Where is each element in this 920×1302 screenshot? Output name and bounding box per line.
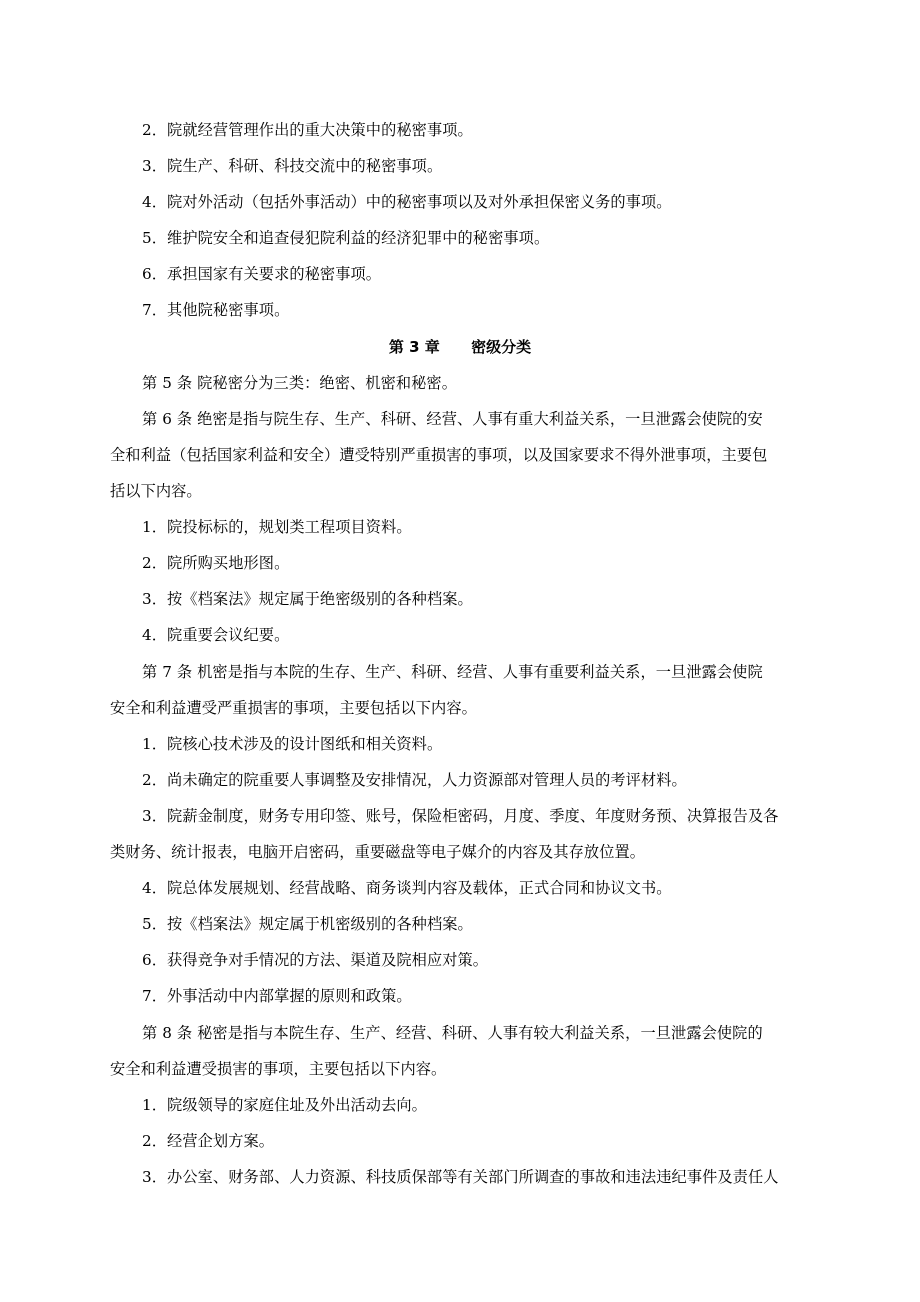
list-item: 4．院重要会议纪要。 (142, 626, 290, 644)
list-item: 2．尚未确定的院重要人事调整及安排情况，人力资源部对管理人员的考评材料。 (142, 771, 687, 789)
list-item: 2．院就经营管理作出的重大决策中的秘密事项。 (142, 121, 473, 139)
list-item: 4．院对外活动（包括外事活动）中的秘密事项以及对外承担保密义务的事项。 (142, 193, 672, 211)
list-item: 7．其他院秘密事项。 (142, 301, 290, 319)
list-item: 1．院投标标的，规划类工程项目资料。 (142, 518, 412, 536)
article-line: 安全和利益遭受严重损害的事项，主要包括以下内容。 (110, 699, 477, 717)
chapter-heading: 第 3 章 密级分类 (388, 338, 532, 356)
list-item: 4．院总体发展规划、经营战略、商务谈判内容及载体，正式合同和协议文书。 (142, 879, 672, 897)
list-item: 7．外事活动中内部掌握的原则和政策。 (142, 987, 412, 1005)
list-item: 3．办公室、财务部、人力资源、科技质保部等有关部门所调查的事故和违法违纪事件及责任人 (142, 1168, 779, 1186)
list-item: 6．获得竞争对手情况的方法、渠道及院相应对策。 (142, 951, 489, 969)
list-item: 6．承担国家有关要求的秘密事项。 (142, 265, 382, 283)
list-item: 类财务、统计报表，电脑开启密码，重要磁盘等电子媒介的内容及其存放位置。 (110, 843, 646, 861)
article-line: 全和利益（包括国家利益和安全）遭受特别严重损害的事项，以及国家要求不得外泄事项，主要包 (110, 446, 768, 464)
list-item: 2．院所购买地形图。 (142, 554, 290, 572)
article-line: 第 8 条 秘密是指与本院生存、生产、经营、科研、人事有较大利益关系，一旦泄露会使院的 (142, 1024, 763, 1042)
article-line: 第 5 条 院秘密分为三类：绝密、机密和秘密。 (142, 374, 458, 392)
list-item: 2．经营企划方案。 (142, 1132, 275, 1150)
list-item: 5．维护院安全和追查侵犯院利益的经济犯罪中的秘密事项。 (142, 229, 550, 247)
article-line: 第 7 条 机密是指与本院的生存、生产、科研、经营、人事有重要利益关系，一旦泄露会使院 (142, 663, 763, 681)
list-item: 3．院薪金制度，财务专用印签、账号，保险柜密码，月度、季度、年度财务预、决算报告及各 (142, 807, 779, 825)
list-item: 3．按《档案法》规定属于绝密级别的各种档案。 (142, 590, 473, 608)
article-line: 第 6 条 绝密是指与院生存、生产、科研、经营、人事有重大利益关系，一旦泄露会使院的安 (142, 410, 763, 428)
article-line: 括以下内容。 (110, 482, 202, 500)
list-item: 1．院级领导的家庭住址及外出活动去向。 (142, 1096, 427, 1114)
list-item: 3．院生产、科研、科技交流中的秘密事项。 (142, 157, 443, 175)
list-item: 5．按《档案法》规定属于机密级别的各种档案。 (142, 915, 473, 933)
article-line: 安全和利益遭受损害的事项，主要包括以下内容。 (110, 1060, 447, 1078)
list-item: 1．院核心技术涉及的设计图纸和相关资料。 (142, 735, 443, 753)
